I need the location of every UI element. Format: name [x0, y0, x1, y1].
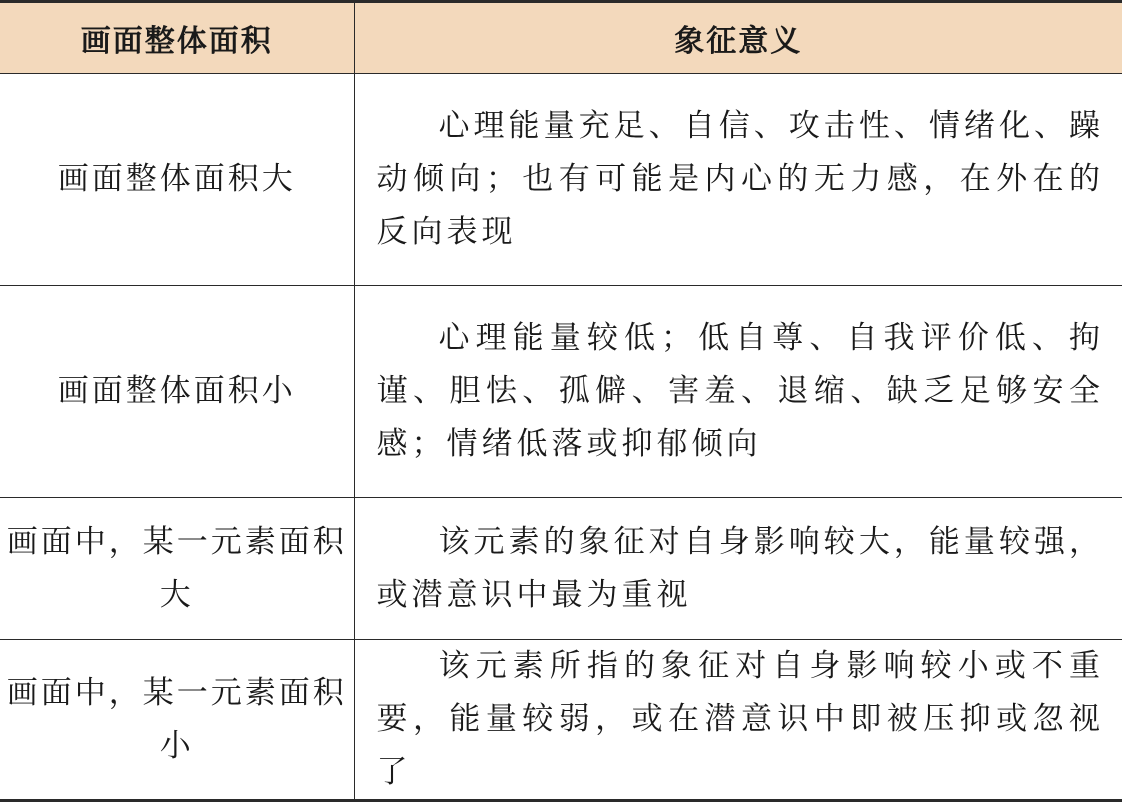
header-meaning: 象征意义 — [354, 2, 1122, 74]
meaning-text: 该元素的象征对自身影响较大，能量较强，或潜意识中最为重视 — [376, 523, 1104, 613]
meaning-cell — [354, 74, 1122, 286]
table-row — [0, 498, 1122, 640]
meaning-text: 心理能量充足、自信、攻击性、情绪化、躁动倾向；也有可能是内心的无力感，在外在的反向表现 — [376, 108, 1104, 250]
area-cell: 画面整体面积小 — [0, 286, 354, 498]
meaning-text: 该元素所指的象征对自身影响较小或不重要，能量较弱，或在潜意识中即被压抑或忽视了 — [376, 648, 1104, 790]
header-row — [0, 2, 1122, 74]
table-row — [0, 74, 1122, 286]
meaning-cell — [354, 640, 1122, 801]
table-header — [0, 2, 1122, 74]
table-row — [0, 640, 1122, 801]
meaning-cell — [354, 286, 1122, 498]
area-cell: 画面中，某一元素面积小 — [0, 640, 354, 801]
area-cell: 画面整体面积大 — [0, 74, 354, 286]
area-cell: 画面中，某一元素面积大 — [0, 498, 354, 640]
table-body — [0, 74, 1122, 801]
table-row — [0, 286, 1122, 498]
header-area: 画面整体面积 — [0, 2, 354, 74]
meaning-text: 心理能量较低；低自尊、自我评价低、拘谨、胆怯、孤僻、害羞、退缩、缺乏足够安全感；情绪低落或抑郁倾向 — [376, 320, 1104, 462]
meaning-cell — [354, 498, 1122, 640]
